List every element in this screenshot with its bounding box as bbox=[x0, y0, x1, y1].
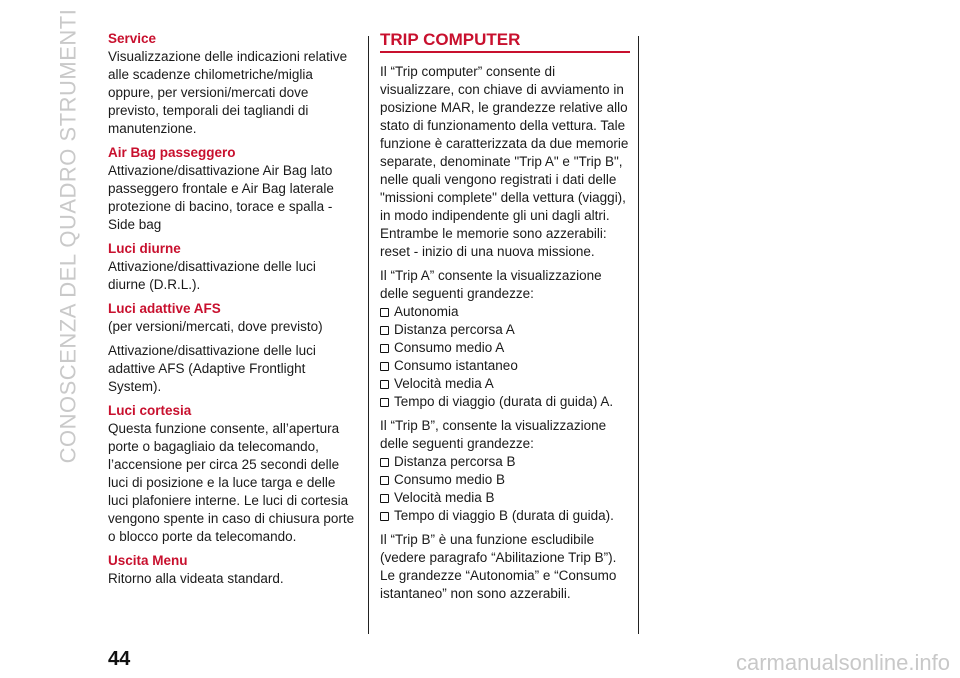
list-item-text: Distanza percorsa A bbox=[394, 322, 515, 337]
list-item bbox=[380, 357, 630, 375]
checkbox-bullet-icon bbox=[380, 326, 389, 335]
para-uscita-menu: Ritorno alla videata standard. bbox=[108, 571, 284, 586]
list-item-text: Consumo istantaneo bbox=[394, 358, 518, 373]
left-column bbox=[108, 30, 356, 588]
list-item bbox=[380, 339, 630, 357]
column-divider bbox=[368, 36, 369, 634]
list-item-text: Autonomia bbox=[394, 304, 459, 319]
list-item bbox=[380, 471, 630, 489]
list-item bbox=[380, 303, 630, 321]
heading-luci-afs: Luci adattive AFS bbox=[108, 301, 221, 316]
para-trip-b-intro: Il “Trip B”, consente la visualizzazione delle seguenti grandezze: bbox=[380, 418, 607, 451]
page-number: 44 bbox=[108, 648, 131, 670]
para-airbag: Attivazione/disattivazione Air Bag lato passeggero frontale e Air Bag laterale protezione di bacino, torace e spalla - Side bag bbox=[108, 163, 334, 232]
heading-airbag: Air Bag passeggero bbox=[108, 145, 236, 160]
checkbox-bullet-icon bbox=[380, 512, 389, 521]
list-item-text: Tempo di viaggio B (durata di guida). bbox=[394, 508, 614, 523]
heading-service: Service bbox=[108, 31, 157, 46]
para-trip-closing: Il “Trip B” è una funzione escludibile (vedere paragrafo “Abilitazione Trip B”). Le grandezze “Autonomia” e “Consumo istantaneo” non sono azzerabili. bbox=[380, 532, 617, 601]
checkbox-bullet-icon bbox=[380, 380, 389, 389]
checkbox-bullet-icon bbox=[380, 362, 389, 371]
list-item bbox=[380, 453, 630, 471]
list-item bbox=[380, 489, 630, 507]
para-trip-intro: Il “Trip computer” consente di visualizzare, con chiave di avviamento in posizione MAR, le grandezze relative allo stato di funzionamento della vettura. Tale funzione è caratterizzata da due memorie separate, denominate "Trip A" e "Trip B", nelle quali vengono registrati i dati delle "missioni complete" della vettura (viaggi), in modo indipendente gli uni dagli altri. Entrambe le memorie sono azzerabili: reset - inizio di una nuova missione. bbox=[380, 64, 629, 259]
para-luci-diurne: Attivazione/disattivazione delle luci diurne (D.R.L.). bbox=[108, 259, 316, 292]
list-item-text: Tempo di viaggio (durata di guida) A. bbox=[394, 394, 614, 409]
chapter-side-title-text: CONOSCENZA DEL QUADRO STRUMENTI bbox=[55, 8, 81, 464]
list-item bbox=[380, 375, 630, 393]
list-item-text: Velocità media A bbox=[394, 376, 494, 391]
checkbox-bullet-icon bbox=[380, 308, 389, 317]
list-item bbox=[380, 321, 630, 339]
chapter-side-title bbox=[42, 8, 94, 464]
para-luci-afs: Attivazione/disattivazione delle luci adattive AFS (Adaptive Frontlight System). bbox=[108, 343, 316, 394]
watermark: carmanualsonline.info bbox=[735, 650, 950, 675]
heading-uscita-menu: Uscita Menu bbox=[108, 553, 188, 568]
list-item-text: Consumo medio A bbox=[394, 340, 505, 355]
list-item-text: Consumo medio B bbox=[394, 472, 506, 487]
right-column bbox=[380, 30, 630, 603]
para-service: Visualizzazione delle indicazioni relative alle scadenze chilometriche/miglia oppure, per versioni/mercati dove previsto, temporali dei tagliandi di manutenzione. bbox=[108, 49, 348, 136]
heading-luci-cortesia: Luci cortesia bbox=[108, 403, 192, 418]
checkbox-bullet-icon bbox=[380, 494, 389, 503]
checkbox-bullet-icon bbox=[380, 398, 389, 407]
list-item bbox=[380, 507, 630, 525]
checkbox-bullet-icon bbox=[380, 476, 389, 485]
trip-a-list bbox=[380, 303, 630, 411]
para-trip-a-intro: Il “Trip A” consente la visualizzazione delle seguenti grandezze: bbox=[380, 268, 602, 301]
column-divider-right bbox=[638, 36, 639, 634]
para-luci-cortesia: Questa funzione consente, all’apertura porte o bagagliaio da telecomando, l’accensione per circa 25 secondi delle luci di posizione e la luce targa e delle luci plafoniere interne. Le luci di cortesia vengono spente in caso di chiusura porte o blocco porte da telecomando. bbox=[108, 421, 355, 544]
section-title-trip-computer: TRIP COMPUTER bbox=[380, 30, 630, 53]
list-item-text: Velocità media B bbox=[394, 490, 495, 505]
list-item bbox=[380, 393, 630, 411]
checkbox-bullet-icon bbox=[380, 458, 389, 467]
para-luci-afs-note: (per versioni/mercati, dove previsto) bbox=[108, 319, 323, 334]
trip-b-list bbox=[380, 453, 630, 525]
heading-luci-diurne: Luci diurne bbox=[108, 241, 181, 256]
list-item-text: Distanza percorsa B bbox=[394, 454, 516, 469]
checkbox-bullet-icon bbox=[380, 344, 389, 353]
